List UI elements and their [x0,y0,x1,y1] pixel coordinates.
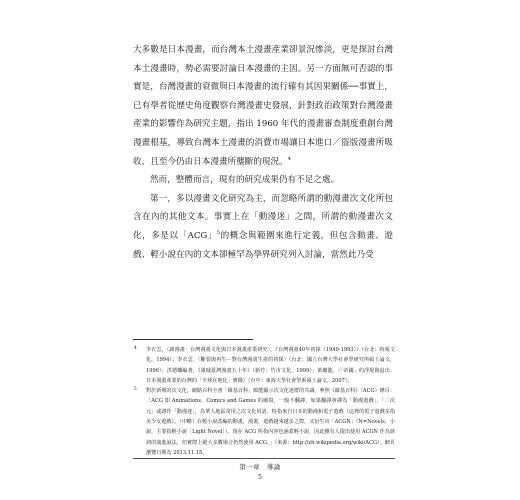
paragraph [133,190,393,264]
running-head: 第一章 導論 [239,463,281,471]
paragraph [133,171,393,190]
footnote-marker[interactable]: 5 [216,230,221,237]
footnote-number: 5 [134,386,137,392]
main-text [133,41,393,264]
footnote-marker[interactable]: 4 [287,155,291,162]
paragraph [133,41,393,171]
paragraph-text: 然而，整體而言，現有的研究成果仍有不足之處。 [150,175,340,186]
footnote [133,345,395,386]
footnote-text: 李衣雲，〈讀漫畫：台灣漫畫文化與日本漫畫產業研究〉，《台灣漫畫40年初探（1949-1993）》（台北：時報文化，1994）；李衣雲，〈斷裂與再生－對台灣漫畫生產的初探〉（台北：國立台灣大學社會學研究所碩士論文，1996）；洪德麟編著，《風城臺灣漫畫五十年》（新竹：竹市文化，1999）；黃繼龍，〈「帝國」的浮現與退出：日本漫畫產業的台灣的「全球在地化」實踐〉（台中：東海大學社會學系碩士論文，2007）。 [146,347,395,384]
footnote-text: 對於新興的次文化，網路百科全書「維基百科」頗能顯示次文化迷群的共識，參照《維基百科》〈ACG〉條目：「ACG 即 Animations、Comics and Games 的縮寫，一般不翻譯，如果翻譯會譯為「動漫遊戲」、「二次元」或譯作「動漫迷」，為華人地區常用之次文化用語，特指來自日本的動漫和電子遊戲（這裡的電子遊戲多指美少女遊戲）。（中略）在輕小說改編的動畫，漫畫，遊戲越來越多之際，又衍生出「ACGN」（N=Novels，小說，主要指輕小說［Light Novel］）。現在 ACG 所指內容也涵蓋輕小說，因此雖有人提出使用 ACGN 作為該詞的演進說法，但實際上絕大多數場合仍然使用 ACG。」（來源：http://zh.wikipedia.org/wiki/ACG），網頁瀏覽日期為 2013.11.15。 [146,388,395,456]
footnote-divider [133,339,253,340]
paragraph-text: 大多數是日本漫畫，而台灣本土漫畫產業卻景況慘淡，更是探討台灣本土漫畫時，勢必需要討論日本漫畫的主因。另一方面無可否認的事實是，台灣漫畫的衰微與日本漫畫的流行確有其因果關係──事實上，已有學者從歷史角度觀察台灣漫畫史發展，針對政治政策對台灣漫畫產業的影響作為研究主題，指出 1960 年代的漫畫審查制度重創台灣漫畫根基，導致台灣本土漫畫的消費市場讓日本進口／盜版漫畫所吸收，且至今仍由日本漫畫所壟斷的現況。 [133,45,393,167]
footer-divider [133,458,395,459]
page-number: 5 [258,474,262,481]
footnote-number: 4 [134,345,137,350]
paragraph-text: 第一，多以漫畫文化研究為主，而忽略所謂的動漫畫次文化所包含在內的其他文本。事實上在「動漫迷」之間，所謂的動漫畫次文化，多是以「ACG」 [133,193,393,241]
footnote [133,386,395,458]
paragraph-text-continued: 的概念與範圍來進行定義，但包含動畫、遊戲、輕小說在內的文本卻極罕為學界研究列入討論，當然此乃受 [133,230,393,260]
footnotes [133,345,395,458]
